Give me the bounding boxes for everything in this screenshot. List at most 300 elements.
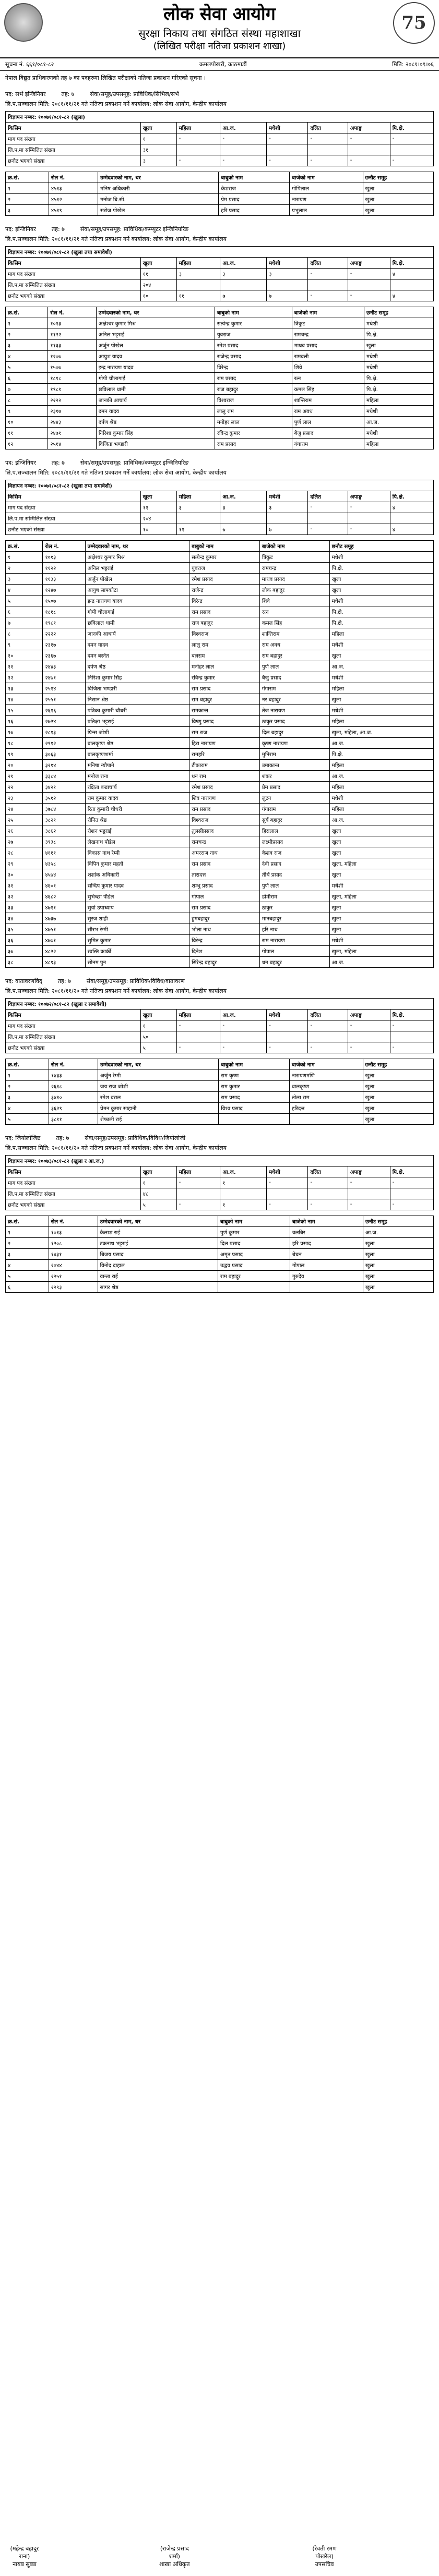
summary-header-row xyxy=(6,1009,434,1020)
summary-value: - xyxy=(348,1177,390,1188)
summary-header-cell: अपाङ्ग xyxy=(348,1166,390,1177)
summary-value: - xyxy=(308,524,348,534)
result-section xyxy=(5,976,434,1130)
table-cell: दिल प्रसाद xyxy=(218,1237,290,1248)
table-cell: अक्षेश्वर कुमार मिश्र xyxy=(85,551,189,562)
exam-info: लि.प.सञ्चालन मिति: २०८१/११/२१ गते नतिजा प्रकाशन गर्ने कार्यालय: लोक सेवा आयोग, केन्द्रीय कार्यालय xyxy=(5,469,227,476)
table-cell: खुला xyxy=(329,584,433,595)
table-cell: बलराम xyxy=(189,650,260,661)
summary-row xyxy=(6,1042,434,1053)
table-row xyxy=(6,394,434,405)
table-cell: खुला xyxy=(329,825,433,836)
table-cell: ३५ xyxy=(6,924,43,934)
table-row xyxy=(6,803,434,814)
table-cell: ठाकुर प्रसाद xyxy=(259,715,329,726)
adv-row xyxy=(6,998,434,1009)
summary-value: - xyxy=(348,268,390,279)
table-cell: राम प्रसाद xyxy=(189,606,260,617)
summary-value: १ xyxy=(140,133,176,144)
table-cell: सुभेच्छा पौडेल xyxy=(85,891,189,902)
summary-header-cell: खुला xyxy=(140,122,176,133)
table-cell: रामचन्द्र xyxy=(259,562,329,573)
table-cell: १ xyxy=(6,1226,49,1237)
table-cell: छविलाल धामी xyxy=(96,383,215,394)
table-cell: खुला xyxy=(329,902,433,913)
table-cell: १० xyxy=(6,650,43,661)
summary-header-cell: महिला xyxy=(176,1009,220,1020)
candidate-header-cell: रोल नं. xyxy=(43,540,85,551)
table-cell: पुर्ण कुमार xyxy=(218,1226,290,1237)
table-cell: मधेशी xyxy=(329,880,433,891)
summary-header-cell: मधेशी xyxy=(267,1166,308,1177)
table-cell: शेफाली राई xyxy=(98,1113,219,1124)
table-cell: ३ xyxy=(6,204,49,215)
table-cell: उमाकान्त xyxy=(259,759,329,770)
table-cell: हरि नाथ xyxy=(259,924,329,934)
table-cell: मनोज बि.सी. xyxy=(98,193,219,204)
table-cell: बालकृष्ण xyxy=(290,1080,363,1091)
table-cell: खुला xyxy=(363,1091,433,1102)
table-cell: राजेन्द्र xyxy=(189,584,260,595)
summary-value: - xyxy=(390,1177,433,1188)
summary-value xyxy=(308,279,348,290)
summary-row xyxy=(6,1031,434,1042)
table-row xyxy=(6,836,434,847)
table-cell: २ xyxy=(6,1237,49,1248)
table-cell: राम अवध xyxy=(259,639,329,650)
table-cell: १ xyxy=(6,318,48,329)
summary-value: ५ xyxy=(140,1199,176,1210)
summary-value: - xyxy=(308,268,348,279)
candidate-header-cell: उम्मेदवारको नाम, थर xyxy=(98,1059,219,1070)
summary-row xyxy=(6,279,434,290)
summary-label: लि.प.मा सम्मिलित संख्या xyxy=(6,1188,141,1199)
table-cell: केशराज xyxy=(219,183,290,193)
adv-row xyxy=(6,480,434,491)
summary-value xyxy=(220,513,267,524)
table-cell: राम नारायण xyxy=(259,934,329,945)
table-row xyxy=(6,891,434,902)
table-row xyxy=(6,562,434,573)
table-row xyxy=(6,405,434,416)
table-cell: स्वस्ति कार्की xyxy=(85,945,189,956)
summary-value: - xyxy=(267,1199,308,1210)
summary-header-cell: महिला xyxy=(176,257,220,268)
candidate-header-cell: छनौट समूह xyxy=(329,540,433,551)
summary-header-cell: किसिम xyxy=(6,122,141,133)
table-cell: नर बहादुर xyxy=(259,694,329,704)
table-cell: त्रिकुट xyxy=(292,318,364,329)
table-row xyxy=(6,781,434,792)
summary-value xyxy=(308,144,348,155)
summary-header-row xyxy=(6,1166,434,1177)
table-cell: केशव राज xyxy=(259,847,329,858)
candidate-header-cell: उम्मेदवारको नाम, थर xyxy=(98,172,219,183)
candidate-header-cell: बाबुको नाम xyxy=(219,172,290,183)
table-cell: तीर्थ प्रसाद xyxy=(259,869,329,880)
table-cell: विजिता भण्डारी xyxy=(85,683,189,694)
candidate-header-cell: उम्मेदवारको नाम, थर xyxy=(98,1216,218,1226)
summary-value: ५० xyxy=(140,1031,176,1042)
summary-row xyxy=(6,524,434,534)
summary-value: - xyxy=(348,290,390,301)
table-cell: ३८११ xyxy=(49,1113,98,1124)
table-cell: १८१८ xyxy=(43,606,85,617)
table-row xyxy=(6,737,434,748)
summary-value xyxy=(308,1031,348,1042)
table-cell: लालु राम xyxy=(215,405,292,416)
table-cell: निसान श्रेष्ठ xyxy=(85,694,189,704)
table-cell: २९ xyxy=(6,858,43,869)
table-cell: २३१७ xyxy=(48,405,96,416)
table-cell: खुला, महिला, आ.ज. xyxy=(329,726,433,737)
table-row xyxy=(6,814,434,825)
table-cell: आयुश यादव xyxy=(96,350,215,361)
table-row xyxy=(6,1237,434,1248)
summary-value: ११ xyxy=(176,524,220,534)
table-cell: ११३३ xyxy=(43,573,85,584)
summary-value: १ xyxy=(220,1199,267,1210)
table-cell: ४३५८ xyxy=(43,858,85,869)
summary-value xyxy=(390,144,433,155)
summary-value xyxy=(390,1031,433,1042)
table-cell: राम प्रसाद xyxy=(189,803,260,814)
reference-line xyxy=(0,58,439,71)
summary-value: ७ xyxy=(220,290,267,301)
table-cell: ४ xyxy=(6,350,48,361)
advertisement-number: विज्ञापन नम्बर: १००७२/०८१-८२ (खुला र समावेशी) xyxy=(6,998,434,1009)
section-gap xyxy=(5,216,434,221)
table-cell: सुरज शाही xyxy=(85,913,189,924)
anniversary-logo-icon: 75 xyxy=(393,2,435,44)
table-row xyxy=(6,770,434,781)
summary-header-cell: दलित xyxy=(308,491,348,502)
table-cell: राम प्रसाद xyxy=(215,372,292,383)
table-cell: १०१३ xyxy=(48,318,96,329)
candidate-header-cell: छनौट समूह xyxy=(363,172,433,183)
signatory-name: (रेवती रमण पोखरेल) xyxy=(312,2545,337,2560)
table-row xyxy=(6,1248,434,1259)
candidate-table xyxy=(5,172,434,216)
table-cell: रत्न xyxy=(259,606,329,617)
table-cell: १५०७ xyxy=(43,595,85,606)
table-cell: १०१३ xyxy=(49,1226,98,1237)
table-cell: हुमबहादुर xyxy=(189,913,260,924)
table-cell: ३४ xyxy=(6,913,43,924)
table-cell: जानकी आचार्य xyxy=(85,628,189,639)
summary-label: माग पद संख्या xyxy=(6,268,141,279)
summary-value: १० xyxy=(140,524,176,534)
table-cell: खुला, महिला xyxy=(329,891,433,902)
table-cell: २४४३ xyxy=(48,416,96,427)
table-cell: मधेशी xyxy=(329,934,433,945)
summary-row xyxy=(6,1188,434,1199)
table-cell: ४५७४ xyxy=(43,869,85,880)
table-cell: बालकृष्णशर्मा xyxy=(85,748,189,759)
summary-label: छनौट भएको संख्या xyxy=(6,290,141,301)
table-cell: रामहरि xyxy=(189,748,260,759)
table-cell: ३१ xyxy=(6,880,43,891)
table-cell: शिवे xyxy=(259,595,329,606)
summary-value: ३ xyxy=(176,502,220,513)
table-cell: खुला xyxy=(363,1113,433,1124)
table-cell: खुला xyxy=(329,847,433,858)
table-cell: ३८६२ xyxy=(43,825,85,836)
seat-summary-table xyxy=(5,1155,434,1210)
summary-value xyxy=(176,279,220,290)
table-cell: ३ xyxy=(6,573,43,584)
table-cell: राजेन्द्र प्रसाद xyxy=(215,350,292,361)
summary-label: छनौट भएको संख्या xyxy=(6,155,141,166)
table-cell: गोपिलाल xyxy=(290,183,363,193)
table-cell: प्रिन्स जोशी xyxy=(85,726,189,737)
table-cell: रामबली xyxy=(292,350,364,361)
table-cell: १८ xyxy=(6,737,43,748)
summary-label: माग पद संख्या xyxy=(6,1020,141,1031)
summary-value: ३१ xyxy=(140,144,176,155)
summary-value: १ xyxy=(220,1177,267,1188)
table-cell: रमेश प्रसाद xyxy=(189,781,260,792)
table-row xyxy=(6,372,434,383)
summary-header-cell: पि.क्षे. xyxy=(390,1009,433,1020)
section-gap xyxy=(5,968,434,973)
table-cell: १९८१ xyxy=(48,383,96,394)
table-cell: विरेन्द्र xyxy=(189,934,260,945)
exam-info: लि.प.सञ्चालन मिति: २०८१/११/२१ गते नतिजा प्रकाशन गर्ने कार्यालय: लोक सेवा आयोग, केन्द्रीय कार्यालय xyxy=(5,235,227,242)
summary-value: - xyxy=(390,1042,433,1053)
table-cell: २ xyxy=(6,1080,49,1091)
table-cell: नारायणमणि xyxy=(290,1070,363,1080)
signature-right xyxy=(305,2545,434,2568)
table-row xyxy=(6,1259,434,1270)
candidate-header-cell: बाजेको नाम xyxy=(292,307,364,318)
summary-header-cell: खुला xyxy=(140,1009,176,1020)
summary-value: ४८ xyxy=(140,1188,176,1199)
table-cell: माधव प्रसाद xyxy=(259,573,329,584)
table-cell: २५१४ xyxy=(43,683,85,694)
table-cell: खुला xyxy=(363,193,433,204)
table-row xyxy=(6,924,434,934)
table-cell: ९ xyxy=(6,639,43,650)
exam-info: लि.प.सञ्चालन मिति: २०८१/११/२० गते नतिजा प्रकाशन गर्ने कार्यालय: लोक सेवा आयोग, केन्द्रीय कार्यालय xyxy=(5,1144,227,1151)
table-cell: ५ xyxy=(6,1113,49,1124)
table-row xyxy=(6,1102,434,1113)
summary-value: - xyxy=(348,1020,390,1031)
table-cell: सत्येन्द्र कुमार xyxy=(189,551,260,562)
summary-value xyxy=(176,144,220,155)
table-cell: ७ xyxy=(6,383,48,394)
summary-value: ३ xyxy=(220,502,267,513)
section-gap xyxy=(5,1293,434,1298)
table-cell: रिता कुमारी चौधरी xyxy=(85,803,189,814)
summary-value: ११ xyxy=(140,502,176,513)
table-cell: धन राम xyxy=(189,770,260,781)
post-name: पद: सर्भे इन्जिनियर xyxy=(5,90,46,98)
table-cell: प्रेमन कुमार साहानी xyxy=(98,1102,219,1113)
candidate-header-row xyxy=(6,1216,434,1226)
table-cell: हरिदत्त xyxy=(290,1102,363,1113)
summary-header-cell: मधेशी xyxy=(267,1009,308,1020)
table-row xyxy=(6,427,434,438)
summary-value: - xyxy=(348,1042,390,1053)
summary-value: ३ xyxy=(176,268,220,279)
table-cell: ३८२१ xyxy=(43,814,85,825)
table-cell: खुला xyxy=(329,869,433,880)
summary-header-cell: खुला xyxy=(140,491,176,502)
table-cell: गुरुदेव xyxy=(290,1270,363,1281)
table-cell: पि.क्षे. xyxy=(364,372,434,383)
table-cell: २२९३ xyxy=(49,1281,98,1292)
summary-row xyxy=(6,144,434,155)
table-cell: गंगाराम xyxy=(259,803,329,814)
table-cell: २८ xyxy=(6,847,43,858)
table-cell: राम प्रसाद xyxy=(189,902,260,913)
table-cell: २६ xyxy=(6,825,43,836)
candidate-header-row xyxy=(6,307,434,318)
service-group: सेवा/समूह/उपसमूह: प्राविधिक/कम्प्युटर इन्जिनियरिङ xyxy=(80,225,189,233)
candidate-header-cell: क्र.सं. xyxy=(6,540,43,551)
table-cell: खुला xyxy=(363,1281,433,1292)
table-cell: दमन यादव xyxy=(85,639,189,650)
summary-value xyxy=(348,144,390,155)
table-cell: सत्येन्द्र कुमार xyxy=(215,318,292,329)
table-cell: २५ xyxy=(6,814,43,825)
summary-value: ५ xyxy=(140,1042,176,1053)
table-cell: ४ xyxy=(6,1259,49,1270)
table-cell: कमल सिंह xyxy=(259,617,329,628)
table-cell: कमल सिंह xyxy=(292,383,364,394)
table-cell: २२२२ xyxy=(48,394,96,405)
table-cell: विरेन्द्र xyxy=(189,595,260,606)
table-cell: खुला xyxy=(329,913,433,924)
summary-value: - xyxy=(390,1199,433,1210)
table-cell: प्रतिक्षा भट्टराई xyxy=(85,715,189,726)
summary-value: ७ xyxy=(220,524,267,534)
table-cell: मनोज राना xyxy=(85,770,189,781)
summary-value xyxy=(267,1031,308,1042)
candidate-header-cell: छनौट समूह xyxy=(363,1216,433,1226)
table-cell: १४ xyxy=(6,694,43,704)
summary-header-row xyxy=(6,122,434,133)
table-cell: खुला xyxy=(329,650,433,661)
summary-value: - xyxy=(220,133,267,144)
table-cell: २५५१ xyxy=(43,694,85,704)
table-cell: २७२४ xyxy=(43,715,85,726)
candidate-header-cell: बाबुको नाम xyxy=(215,307,292,318)
post-line xyxy=(5,458,434,468)
table-row xyxy=(6,318,434,329)
table-cell: अमरराज नाथ xyxy=(189,847,260,858)
table-row xyxy=(6,204,434,215)
summary-value: - xyxy=(267,1177,308,1188)
table-cell: पुर्ण लाल xyxy=(259,880,329,891)
table-cell: विश्व प्रसाद xyxy=(219,1102,290,1113)
service-group: सेवा/समूह/उपसमूह: प्राविधिक/विविध/जियोलोजी xyxy=(85,1134,186,1141)
post-name: पद: जियोलोजिष्ट xyxy=(5,1134,41,1141)
table-row xyxy=(6,183,434,193)
candidate-header-cell: क्र.सं. xyxy=(6,172,49,183)
summary-value: - xyxy=(176,155,220,166)
table-cell: गोपी चौलागाईं xyxy=(85,606,189,617)
table-cell: मुनिराम xyxy=(259,748,329,759)
seat-summary-table xyxy=(5,246,434,301)
table-cell: आ.ज. xyxy=(329,956,433,967)
table-cell: खुला xyxy=(363,1270,433,1281)
table-cell: प्रेम प्रसाद xyxy=(259,781,329,792)
post-name: पद: इन्जिनियर xyxy=(5,225,36,233)
advertisement-number: विज्ञापन नम्बर: १००७१/०८१-८२ (खुला तथा समावेशी) xyxy=(6,246,434,257)
post-level: तह: ७ xyxy=(57,977,71,985)
table-cell: पत्रिका कुमारी चौधरी xyxy=(85,704,189,715)
table-cell: खुला xyxy=(363,1080,433,1091)
summary-value xyxy=(176,513,220,524)
table-row xyxy=(6,661,434,672)
table-cell: रमेश बराल xyxy=(98,1091,219,1102)
table-cell: शिव नारायण xyxy=(189,792,260,803)
table-cell: मधेशी xyxy=(364,318,434,329)
table-cell: १५ xyxy=(6,704,43,715)
table-cell: गोपाल xyxy=(189,891,260,902)
table-cell: २३ xyxy=(6,792,43,803)
summary-header-cell: किसिम xyxy=(6,1009,141,1020)
table-cell: विश्वराज xyxy=(189,628,260,639)
table-row xyxy=(6,913,434,924)
table-row xyxy=(6,416,434,427)
table-cell: वान्ता राई xyxy=(98,1270,218,1281)
table-cell: ११२२ xyxy=(48,329,96,339)
table-cell: सुर्य बहादुर xyxy=(259,814,329,825)
summary-header-cell: अपाङ्ग xyxy=(348,491,390,502)
candidate-header-cell: बाबुको नाम xyxy=(219,1059,290,1070)
table-row xyxy=(6,726,434,737)
table-cell: ८ xyxy=(6,394,48,405)
summary-value: - xyxy=(348,524,390,534)
table-cell: महिला xyxy=(329,715,433,726)
summary-value: - xyxy=(267,133,308,144)
summary-value: - xyxy=(267,1020,308,1031)
table-row xyxy=(6,902,434,913)
table-cell: युवराज xyxy=(189,562,260,573)
table-cell: मधेशी xyxy=(364,405,434,416)
table-cell: सन्दिप कुमार यादव xyxy=(85,880,189,891)
table-cell: ३८ xyxy=(6,956,43,967)
table-cell: रमेश प्रसाद xyxy=(215,339,292,350)
table-cell: सुमित कुमार xyxy=(85,934,189,945)
table-cell: ३६२९ xyxy=(49,1102,98,1113)
summary-value xyxy=(176,1188,220,1199)
summary-value: - xyxy=(390,1020,433,1031)
summary-label: माग पद संख्या xyxy=(6,1177,141,1188)
table-row xyxy=(6,551,434,562)
table-cell: राम कुमार यादव xyxy=(85,792,189,803)
table-cell: दमन बस्नेत xyxy=(85,650,189,661)
table-row xyxy=(6,759,434,770)
candidate-header-cell: छनौट समूह xyxy=(364,307,434,318)
table-cell: इन्द्र नारायण यादव xyxy=(85,595,189,606)
summary-value xyxy=(390,279,433,290)
table-row xyxy=(6,628,434,639)
candidate-header-cell: छनौट समूह xyxy=(363,1059,433,1070)
summary-row xyxy=(6,290,434,301)
table-cell: रक्षिता बज्राचार्य xyxy=(85,781,189,792)
summary-value: ४ xyxy=(390,268,433,279)
table-cell: मधेशी xyxy=(364,427,434,438)
table-cell: सिरेन्द्र बहादुर xyxy=(189,956,260,967)
table-row xyxy=(6,934,434,945)
summary-header-cell: खुला xyxy=(140,257,176,268)
table-cell: ३६ xyxy=(6,934,43,945)
table-cell: अनिल भट्टराई xyxy=(96,329,215,339)
